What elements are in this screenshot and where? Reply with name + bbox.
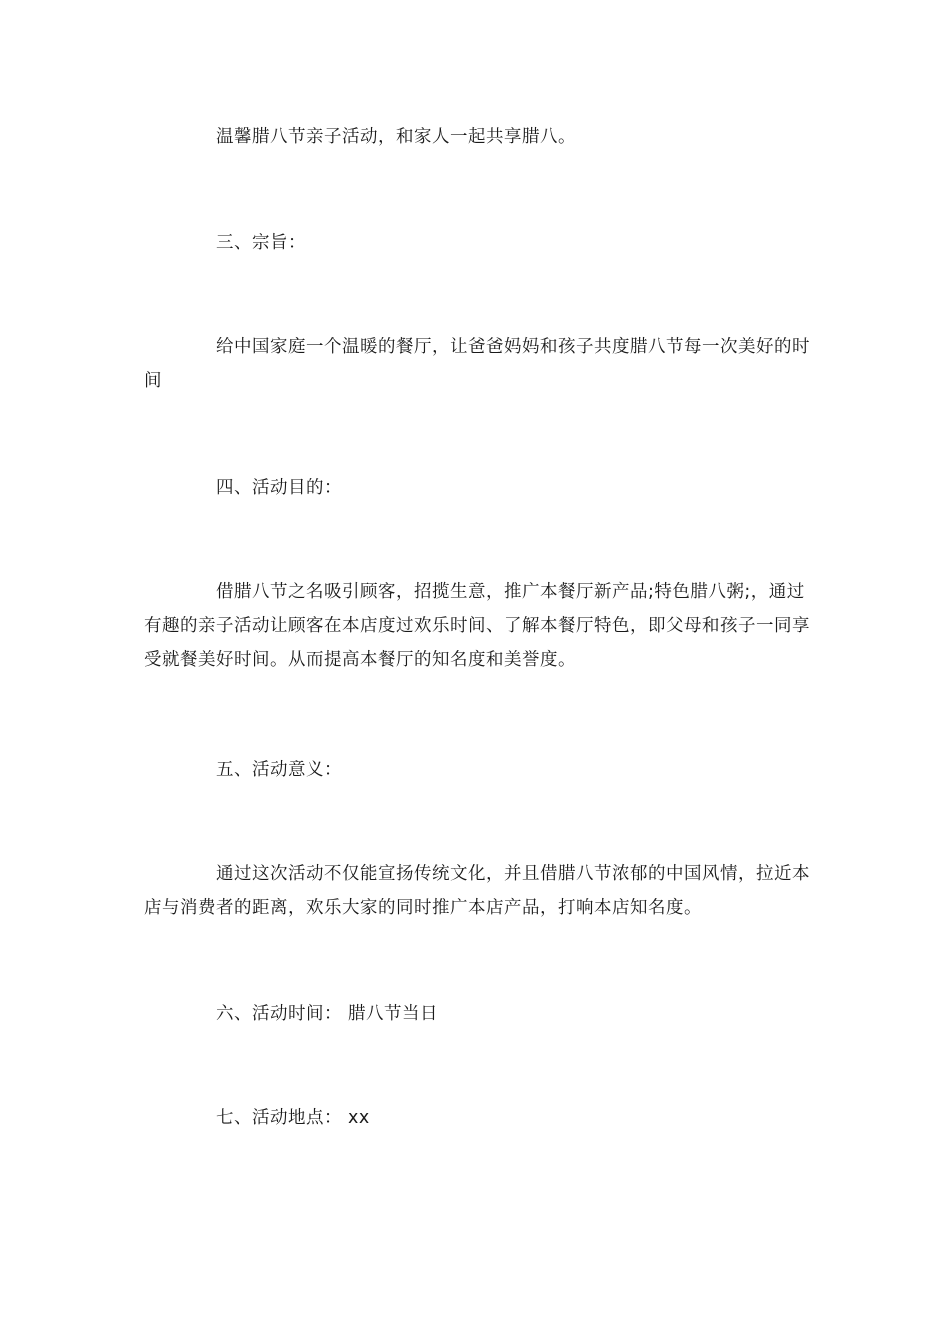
section-heading-time: 六、活动时间： 腊八节当日 <box>216 1004 439 1024</box>
section-heading-location: 七、活动地点： xx <box>216 1108 370 1128</box>
section-heading-goal: 四、活动目的： <box>216 478 342 498</box>
section-heading-purpose: 三、宗旨： <box>216 233 306 253</box>
significance-paragraph: 通过这次活动不仅能宣扬传统文化，并且借腊八节浓郁的中国风情，拉近本店与消费者的距离，欢乐大家的同时推广本店产品，打响本店知名度。 <box>144 864 810 918</box>
intro-paragraph: 温馨腊八节亲子活动，和家人一起共享腊八。 <box>216 127 576 147</box>
goal-paragraph: 借腊八节之名吸引顾客，招揽生意，推广本餐厅新产品;特色腊八粥;，通过有趣的亲子活动让顾客在本店度过欢乐时间、了解本餐厅特色，即父母和孩子一同享受就餐美好时间。从而提高本餐厅的知名度和美誉度。 <box>144 582 810 670</box>
purpose-paragraph: 给中国家庭一个温暖的餐厅，让爸爸妈妈和孩子共度腊八节每一次美好的时间 <box>144 337 810 391</box>
section-heading-significance: 五、活动意义： <box>216 760 342 780</box>
